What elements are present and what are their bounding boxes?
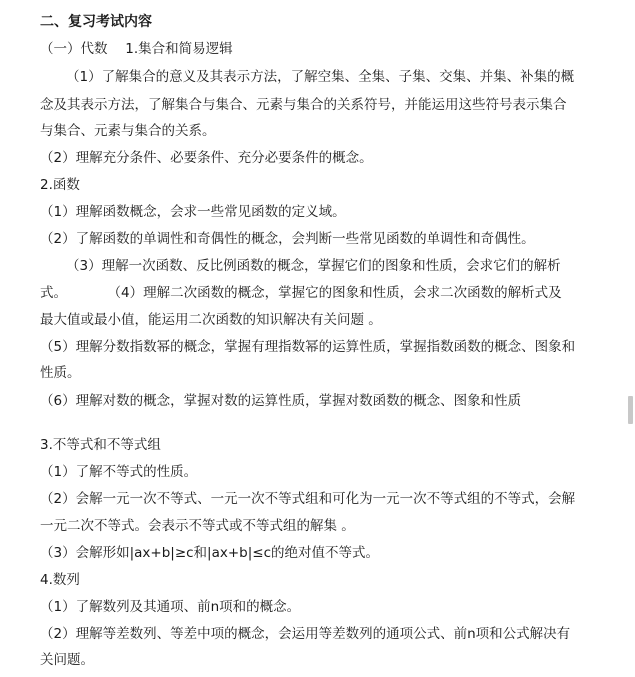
functions-line-1: （1）理解函数概念，会求一些常见函数的定义域。 xyxy=(40,204,346,220)
inequalities-line-4: （3）会解形如|ax+b|≥c和|ax+b|≤c的绝对值不等式。 xyxy=(40,545,380,561)
sets-line-1: （1）了解集合的意义及其表示方法，了解空集、全集、子集、交集、并集、补集的概 xyxy=(66,69,575,85)
functions-line-2: （2）了解函数的单调性和奇偶性的概念，会判断一些常见函数的单调性和奇偶性。 xyxy=(40,231,535,247)
functions-line-5: 最大值或最小值，能运用二次函数的知识解决有关问题 。 xyxy=(40,312,382,328)
algebra-heading: （一）代数 1.集合和简易逻辑 xyxy=(40,41,233,57)
functions-line-3: （3）理解一次函数、反比例函数的概念，掌握它们的图象和性质，会求它们的解析 xyxy=(66,258,561,274)
sequences-line-3: 关问题。 xyxy=(40,652,94,668)
sets-line-3: 与集合、元素与集合的关系。 xyxy=(40,123,216,139)
section-title: 二、复习考试内容 xyxy=(40,14,152,30)
sequences-heading: 4.数列 xyxy=(40,572,80,588)
inequalities-line-3: 一元二次不等式。会表示不等式或不等式组的解集 。 xyxy=(40,518,355,534)
functions-heading: 2.函数 xyxy=(40,177,80,193)
functions-line-6: （5）理解分数指数幂的概念，掌握有理指数幂的运算性质，掌握指数函数的概念、图象和 xyxy=(40,339,576,355)
sets-line-2: 念及其表示方法，了解集合与集合、元素与集合的关系符号，并能运用这些符号表示集合 xyxy=(40,97,567,113)
sequences-line-2: （2）理解等差数列、等差中项的概念，会运用等差数列的通项公式、前n项和公式解决有 xyxy=(40,626,571,642)
functions-line-7: 性质。 xyxy=(40,365,81,381)
inequalities-heading: 3.不等式和不等式组 xyxy=(40,437,161,453)
sets-line-4: （2）理解充分条件、必要条件、充分必要条件的概念。 xyxy=(40,150,373,166)
inequalities-line-2: （2）会解一元一次不等式、一元一次不等式组和可化为一元一次不等式组的不等式，会解 xyxy=(40,491,576,507)
inequalities-line-1: （1）了解不等式的性质。 xyxy=(40,464,198,480)
functions-line-8: （6）理解对数的概念，掌握对数的运算性质，掌握对数函数的概念、图象和性质 xyxy=(40,393,522,409)
sequences-line-1: （1）了解数列及其通项、前n项和的概念。 xyxy=(40,599,301,615)
scrollbar-thumb[interactable] xyxy=(628,396,633,424)
functions-line-4: 式。 （4）理解二次函数的概念，掌握它的图象和性质，会求二次函数的解析式及 xyxy=(40,285,562,301)
